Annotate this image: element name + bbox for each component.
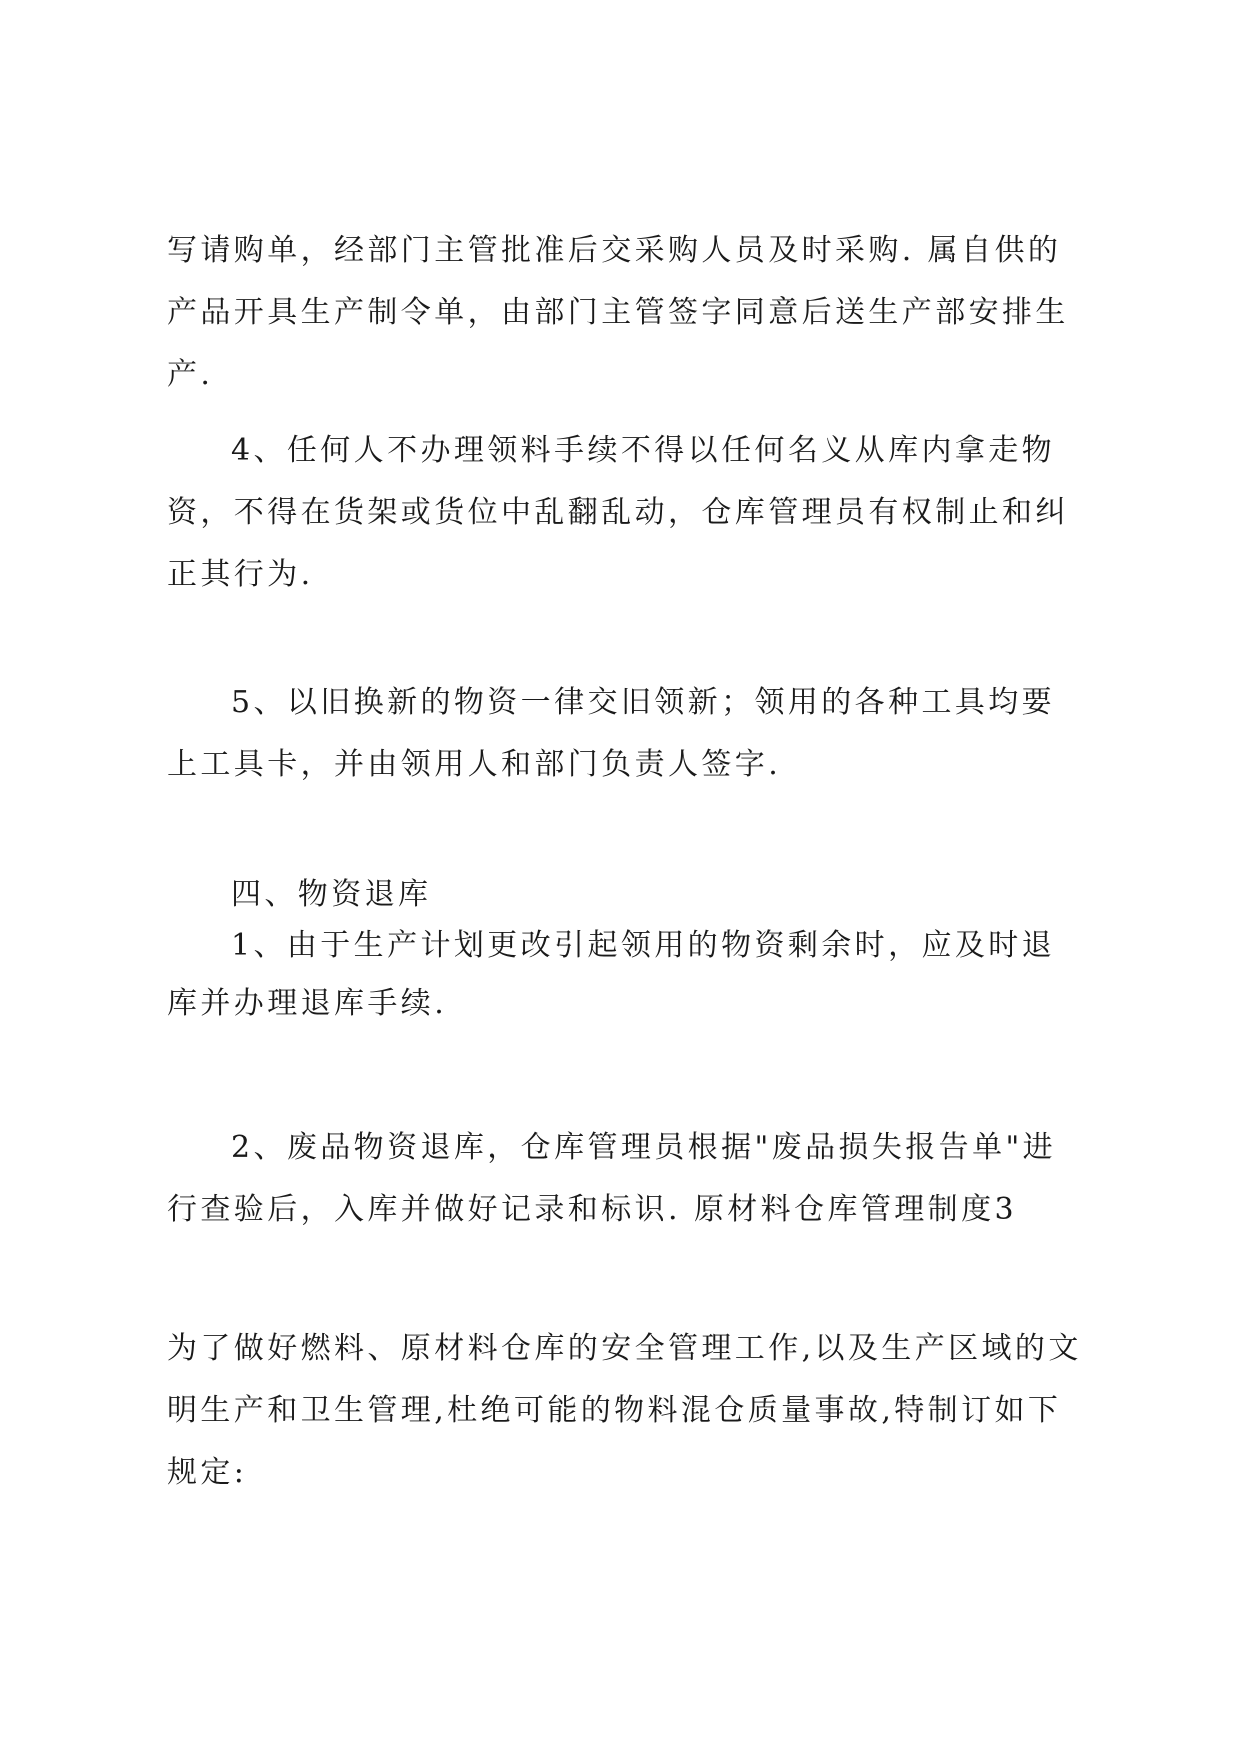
paragraph-item-4: 4、任何人不办理领料手续不得以任何名义从库内拿走物资，不得在货架或货位中乱翻乱动，仓库管理员有权制止和纠正其行为.	[167, 433, 1069, 592]
paragraph-item-5: 5、以旧换新的物资一律交旧领新；领用的各种工具均要上工具卡，并由领用人和部门负责人签字.	[167, 685, 1056, 782]
paragraph-regulation-intro: 为了做好燃料、原材料仓库的安全管理工作,以及生产区域的文明生产和卫生管理,杜绝可能的物料混仓质量事故,特制订如下规定:	[167, 1331, 1082, 1490]
section-heading-returns: 四、物资退库	[231, 877, 432, 912]
paragraph-requisition-continuation: 写请购单，经部门主管批准后交采购人员及时采购. 属自供的产品开具生产制令单，由部门主管签字同意后送生产部安排生产.	[167, 233, 1069, 392]
paragraph-return-item-2: 2、废品物资退库，仓库管理员根据"废品损失报告单"进行查验后，入库并做好记录和标识. 原材料仓库管理制度3	[167, 1130, 1057, 1227]
paragraph-return-item-1: 1、由于生产计划更改引起领用的物资剩余时，应及时退库并办理退库手续.	[167, 928, 1056, 1021]
